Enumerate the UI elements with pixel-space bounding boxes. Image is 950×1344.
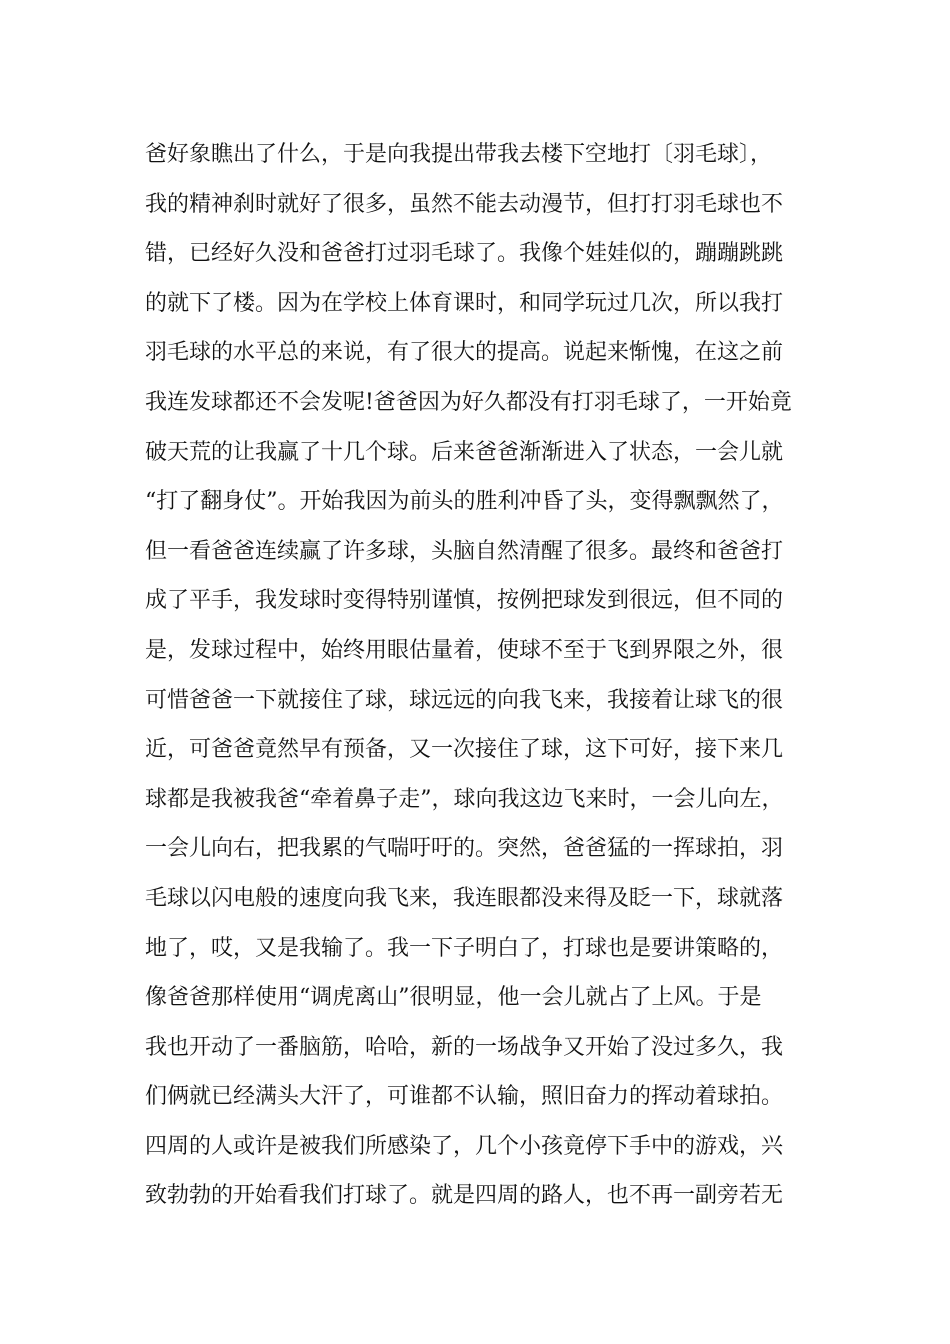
text-line: 们俩就已经满头大汗了，可谁都不认输，照旧奋力的挥动着球拍。 xyxy=(145,1084,784,1110)
text-line: “打了翻身仗”。开始我因为前头的胜利冲昏了头，变得飘飘然了， xyxy=(145,489,784,515)
text-line: 爸好象瞧出了什么，于是向我提出带我去楼下空地打〔羽毛球〕， xyxy=(145,142,773,167)
body-text xyxy=(145,130,825,1221)
text-line: 地了，哎，又是我输了。我一下子明白了，打球也是要讲策略的， xyxy=(145,935,784,961)
text-line: 破天荒的让我赢了十几个球。后来爸爸渐渐进入了状态，一会儿就 xyxy=(145,439,784,465)
text-line: 错，已经好久没和爸爸打过羽毛球了。我像个娃娃似的，蹦蹦跳跳 xyxy=(145,241,784,267)
text-line: 致勃勃的开始看我们打球了。就是四周的路人，也不再一副旁若无 xyxy=(145,1183,784,1209)
text-line: 我连发球都还不会发呢!爸爸因为好久都没有打羽毛球了，一开始竟 xyxy=(145,389,792,415)
text-line: 毛球以闪电般的速度向我飞来，我连眼都没来得及眨一下，球就落 xyxy=(145,885,784,911)
text-line: 球都是我被我爸“牵着鼻子走”，球向我这边飞来时，一会儿向左， xyxy=(145,786,784,812)
text-line: 是，发球过程中，始终用眼估量着，使球不至于飞到界限之外，很 xyxy=(145,637,784,663)
text-line: 四周的人或许是被我们所感染了，几个小孩竟停下手中的游戏，兴 xyxy=(145,1133,784,1159)
text-line: 的就下了楼。因为在学校上体育课时，和同学玩过几次，所以我打 xyxy=(145,290,784,316)
text-line: 像爸爸那样使用“调虎离山”很明显，他一会儿就占了上风。于是 xyxy=(145,985,762,1011)
text-line: 一会儿向右，把我累的气喘吁吁的。突然，爸爸猛的一挥球拍，羽 xyxy=(145,836,784,862)
text-line: 可惜爸爸一下就接住了球，球远远的向我飞来，我接着让球飞的很 xyxy=(145,687,784,713)
text-line: 但一看爸爸连续赢了许多球，头脑自然清醒了很多。最终和爸爸打 xyxy=(145,538,784,564)
text-line: 羽毛球的水平总的来说，有了很大的提高。说起来惭愧，在这之前 xyxy=(145,340,784,366)
text-line: 成了平手，我发球时变得特别谨慎，按例把球发到很远，但不同的 xyxy=(145,588,784,614)
text-line: 近，可爸爸竟然早有预备，又一次接住了球，这下可好，接下来几 xyxy=(145,737,784,763)
text-line: 我的精神刹时就好了很多，虽然不能去动漫节，但打打羽毛球也不 xyxy=(145,191,784,217)
text-line: 我也开动了一番脑筋，哈哈，新的一场战争又开始了没过多久，我 xyxy=(145,1034,784,1060)
